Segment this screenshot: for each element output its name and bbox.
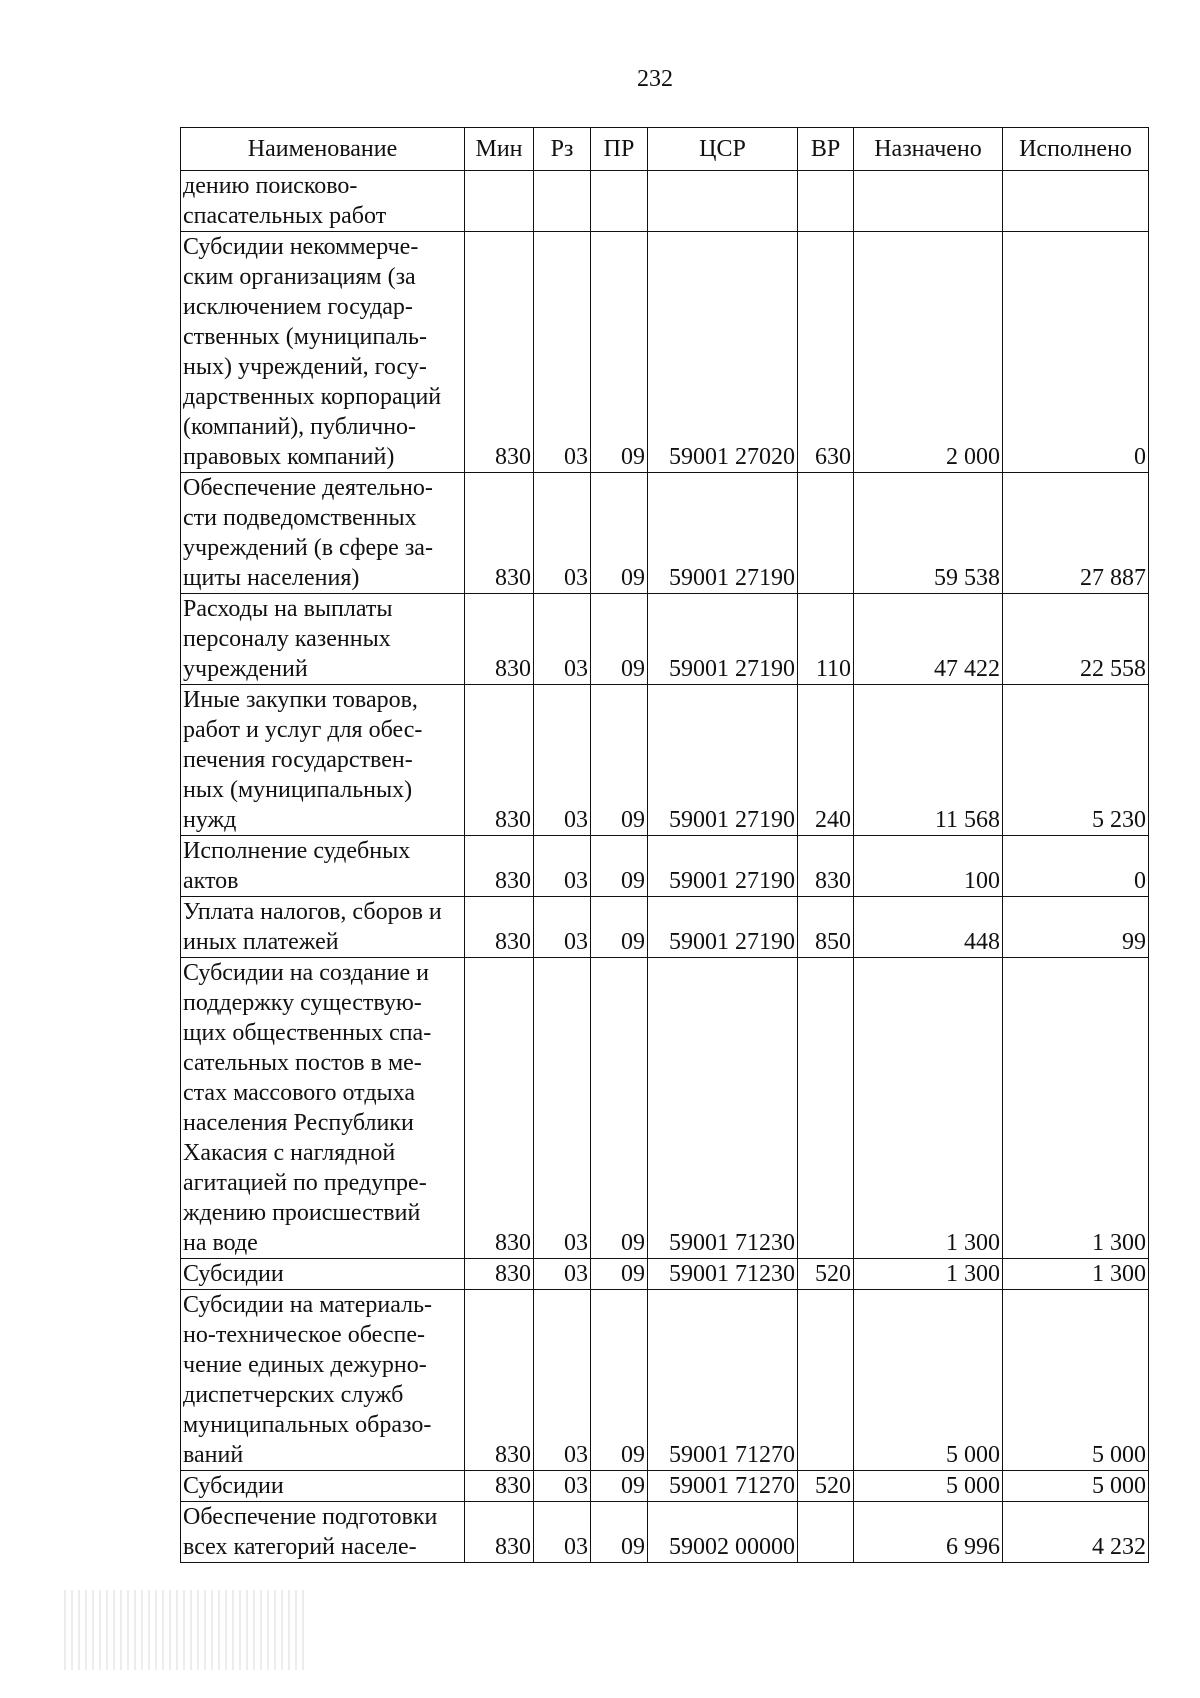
header-assigned: Назначено	[854, 128, 1003, 171]
cell-executed	[1003, 171, 1149, 232]
cell-vr: 830	[798, 836, 854, 897]
cell-executed: 99	[1003, 897, 1149, 958]
cell-executed: 1 300	[1003, 958, 1149, 1259]
cell-executed: 22 558	[1003, 594, 1149, 685]
cell-pr: 09	[591, 958, 648, 1259]
cell-vr	[798, 171, 854, 232]
cell-rz: 03	[534, 1259, 591, 1290]
cell-min: 830	[465, 897, 534, 958]
cell-csr: 59001 27020	[648, 232, 798, 473]
cell-vr: 850	[798, 897, 854, 958]
cell-executed: 4 232	[1003, 1502, 1149, 1563]
cell-vr	[798, 1290, 854, 1471]
cell-name: Обеспечение деятельно- сти подведомственных учреждений (в сфере за- щиты населения)	[181, 473, 465, 594]
cell-rz: 03	[534, 685, 591, 836]
cell-csr: 59001 27190	[648, 473, 798, 594]
header-rz: Рз	[534, 128, 591, 171]
table-row	[181, 1471, 1149, 1502]
cell-rz: 03	[534, 1471, 591, 1502]
cell-vr: 520	[798, 1259, 854, 1290]
cell-vr: 110	[798, 594, 854, 685]
cell-csr: 59001 27190	[648, 685, 798, 836]
cell-name: Расходы на выплаты персоналу казенных учреждений	[181, 594, 465, 685]
cell-name: Уплата налогов, сборов и иных платежей	[181, 897, 465, 958]
cell-pr: 09	[591, 1471, 648, 1502]
cell-vr	[798, 473, 854, 594]
cell-min: 830	[465, 473, 534, 594]
cell-csr: 59001 27190	[648, 836, 798, 897]
cell-assigned: 2 000	[854, 232, 1003, 473]
cell-name: Субсидии на создание и поддержку существую- щих общественных спа- сательных постов в ме- стах массового отдыха населения Республики Хакасия с наглядной агитацией по предупре- ждению происшествий на воде	[181, 958, 465, 1259]
cell-min: 830	[465, 958, 534, 1259]
cell-executed: 0	[1003, 232, 1149, 473]
cell-min: 830	[465, 836, 534, 897]
cell-assigned	[854, 171, 1003, 232]
cell-min	[465, 171, 534, 232]
cell-rz	[534, 171, 591, 232]
cell-name: Субсидии	[181, 1471, 465, 1502]
cell-name: Иные закупки товаров, работ и услуг для обес- печения государствен- ных (муниципальных) нужд	[181, 685, 465, 836]
header-pr: ПР	[591, 128, 648, 171]
header-vr: ВР	[798, 128, 854, 171]
table-row	[181, 594, 1149, 685]
cell-name: Исполнение судебных актов	[181, 836, 465, 897]
cell-rz: 03	[534, 1290, 591, 1471]
header-min: Мин	[465, 128, 534, 171]
table-row	[181, 685, 1149, 836]
cell-min: 830	[465, 1502, 534, 1563]
cell-pr	[591, 171, 648, 232]
cell-executed: 5 000	[1003, 1471, 1149, 1502]
cell-vr: 630	[798, 232, 854, 473]
scan-smudge	[64, 1590, 304, 1670]
cell-min: 830	[465, 594, 534, 685]
cell-csr	[648, 171, 798, 232]
cell-assigned: 6 996	[854, 1502, 1003, 1563]
cell-min: 830	[465, 232, 534, 473]
cell-min: 830	[465, 685, 534, 836]
cell-executed: 1 300	[1003, 1259, 1149, 1290]
cell-executed: 0	[1003, 836, 1149, 897]
cell-pr: 09	[591, 1290, 648, 1471]
cell-csr: 59001 27190	[648, 594, 798, 685]
cell-name: Субсидии на материаль- но-техническое обеспе- чение единых дежурно- диспетчерских служб муниципальных образо- ваний	[181, 1290, 465, 1471]
cell-rz: 03	[534, 897, 591, 958]
table-row	[181, 836, 1149, 897]
cell-pr: 09	[591, 897, 648, 958]
cell-executed: 5 000	[1003, 1290, 1149, 1471]
cell-name: Субсидии некоммерче- ским организациям (за исключением государ- ственных (муниципаль- ных) учреждений, госу- дарственных корпораций (компаний), публично- правовых компаний)	[181, 232, 465, 473]
table-row	[181, 897, 1149, 958]
cell-vr	[798, 958, 854, 1259]
cell-assigned: 59 538	[854, 473, 1003, 594]
cell-pr: 09	[591, 1502, 648, 1563]
cell-pr: 09	[591, 232, 648, 473]
cell-vr	[798, 1502, 854, 1563]
cell-csr: 59001 71230	[648, 958, 798, 1259]
cell-name: Обеспечение подготовки всех категорий населе-	[181, 1502, 465, 1563]
cell-executed: 27 887	[1003, 473, 1149, 594]
cell-csr: 59001 71270	[648, 1471, 798, 1502]
cell-csr: 59001 27190	[648, 897, 798, 958]
cell-rz: 03	[534, 958, 591, 1259]
cell-rz: 03	[534, 473, 591, 594]
cell-vr: 520	[798, 1471, 854, 1502]
cell-assigned: 47 422	[854, 594, 1003, 685]
header-executed: Исполнено	[1003, 128, 1149, 171]
cell-min: 830	[465, 1471, 534, 1502]
cell-assigned: 5 000	[854, 1471, 1003, 1502]
cell-min: 830	[465, 1259, 534, 1290]
table-row	[181, 171, 1149, 232]
cell-pr: 09	[591, 836, 648, 897]
budget-table	[180, 127, 1149, 1563]
table-row	[181, 1259, 1149, 1290]
cell-csr: 59001 71270	[648, 1290, 798, 1471]
cell-csr: 59002 00000	[648, 1502, 798, 1563]
cell-pr: 09	[591, 685, 648, 836]
table-row	[181, 1290, 1149, 1471]
cell-pr: 09	[591, 594, 648, 685]
cell-rz: 03	[534, 232, 591, 473]
cell-pr: 09	[591, 1259, 648, 1290]
cell-assigned: 1 300	[854, 1259, 1003, 1290]
header-row	[181, 128, 1149, 171]
table-row	[181, 958, 1149, 1259]
cell-rz: 03	[534, 594, 591, 685]
cell-executed: 5 230	[1003, 685, 1149, 836]
table-row	[181, 473, 1149, 594]
cell-csr: 59001 71230	[648, 1259, 798, 1290]
table-body	[181, 171, 1149, 1563]
cell-pr: 09	[591, 473, 648, 594]
cell-name: дению поисково- спасательных работ	[181, 171, 465, 232]
cell-vr: 240	[798, 685, 854, 836]
cell-rz: 03	[534, 836, 591, 897]
header-csr: ЦСР	[648, 128, 798, 171]
cell-assigned: 100	[854, 836, 1003, 897]
cell-name: Субсидии	[181, 1259, 465, 1290]
cell-assigned: 11 568	[854, 685, 1003, 836]
cell-assigned: 448	[854, 897, 1003, 958]
page-number: 232	[637, 66, 673, 92]
header-name: Наименование	[181, 128, 465, 171]
cell-rz: 03	[534, 1502, 591, 1563]
cell-assigned: 1 300	[854, 958, 1003, 1259]
table-row	[181, 1502, 1149, 1563]
cell-assigned: 5 000	[854, 1290, 1003, 1471]
cell-min: 830	[465, 1290, 534, 1471]
table-row	[181, 232, 1149, 473]
